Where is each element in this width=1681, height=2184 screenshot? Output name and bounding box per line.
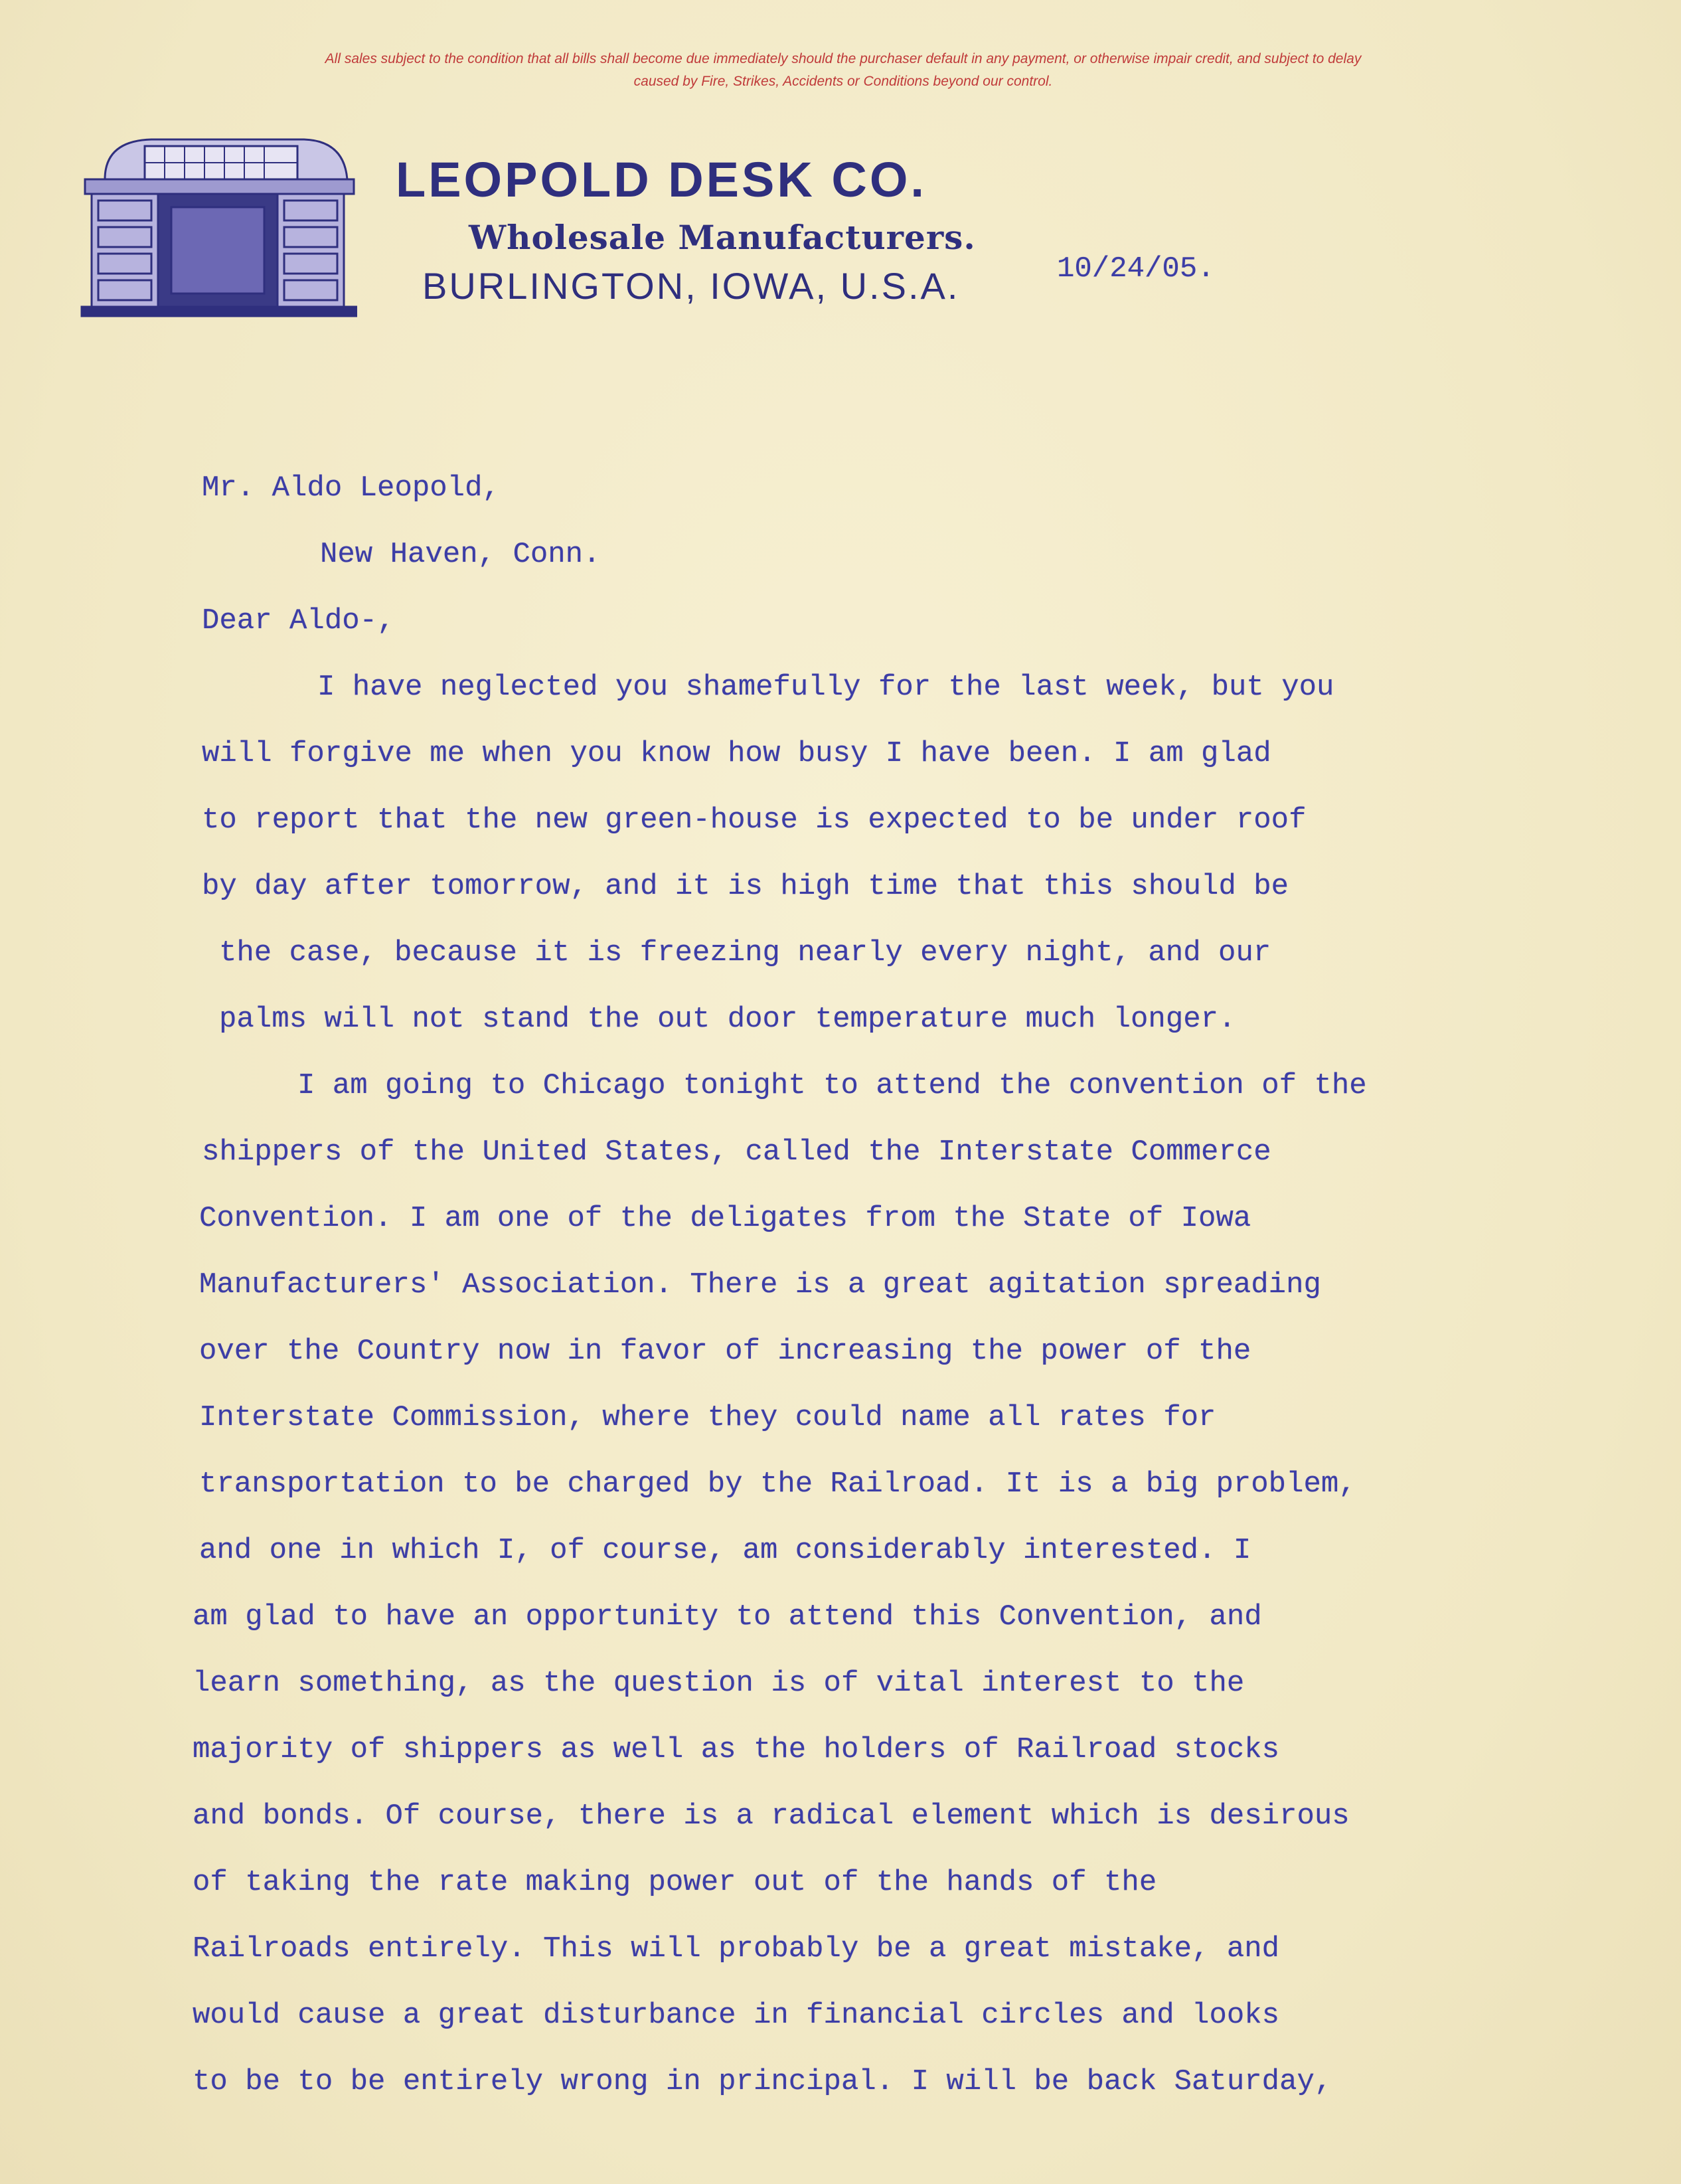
body-line: I have neglected you shamefully for the last week, but you — [317, 671, 1334, 704]
letter-date: 10/24/05. — [1057, 252, 1215, 286]
body-line: and bonds. Of course, there is a radical element which is desirous — [193, 1800, 1350, 1833]
body-line: majority of shippers as well as the holders of Railroad stocks — [193, 1733, 1280, 1766]
sales-terms-line-1: All sales subject to the condition that all bills shall become due immediately should the purchaser default in any payment, or otherwise impair credit, and subject to delay — [325, 51, 1362, 66]
body-line: over the Country now in favor of increasing the power of the — [199, 1335, 1251, 1368]
body-line: am glad to have an opportunity to attend this Convention, and — [193, 1600, 1262, 1634]
body-line: transportation to be charged by the Railroad. It is a big problem, — [199, 1468, 1356, 1501]
body-line: shippers of the United States, called the Interstate Commerce — [202, 1135, 1271, 1169]
recipient-address: New Haven, Conn. — [320, 538, 601, 571]
body-line: Convention. I am one of the deligates from the State of Iowa — [199, 1202, 1251, 1235]
body-line: the case, because it is freezing nearly every night, and our — [219, 936, 1271, 969]
company-address: BURLINGTON, IOWA, U.S.A. — [422, 265, 960, 307]
body-line: by day after tomorrow, and it is high time that this should be — [202, 870, 1289, 903]
body-line: learn something, as the question is of vital interest to the — [193, 1667, 1245, 1700]
body-line: to report that the new green-house is expected to be under roof — [202, 803, 1307, 837]
sales-terms-notice — [166, 48, 1520, 93]
roll-top-desk-icon — [78, 133, 357, 319]
body-line: and one in which I, of course, am considerably interested. I — [199, 1534, 1251, 1567]
sales-terms-line-2: caused by Fire, Strikes, Accidents or Conditions beyond our control. — [633, 74, 1053, 89]
body-line: would cause a great disturbance in financial circles and looks — [193, 1999, 1280, 2032]
company-name: LEOPOLD DESK CO. — [396, 152, 927, 207]
recipient-name: Mr. Aldo Leopold, — [202, 471, 500, 505]
salutation: Dear Aldo-, — [202, 604, 395, 637]
body-line: palms will not stand the out door temperature much longer. — [219, 1003, 1236, 1036]
body-line: I am going to Chicago tonight to attend the convention of the — [297, 1069, 1367, 1102]
body-line: Railroads entirely. This will probably be a great mistake, and — [193, 1932, 1280, 1966]
body-line: Interstate Commission, where they could name all rates for — [199, 1401, 1216, 1434]
body-line: Manufacturers' Association. There is a great agitation spreading — [199, 1268, 1321, 1302]
body-line: will forgive me when you know how busy I have been. I am glad — [202, 737, 1271, 770]
body-line: to be to be entirely wrong in principal. I will be back Saturday, — [193, 2065, 1332, 2098]
company-tagline: Wholesale Manufacturers. — [469, 218, 976, 257]
body-line: of taking the rate making power out of the hands of the — [193, 1866, 1157, 1899]
